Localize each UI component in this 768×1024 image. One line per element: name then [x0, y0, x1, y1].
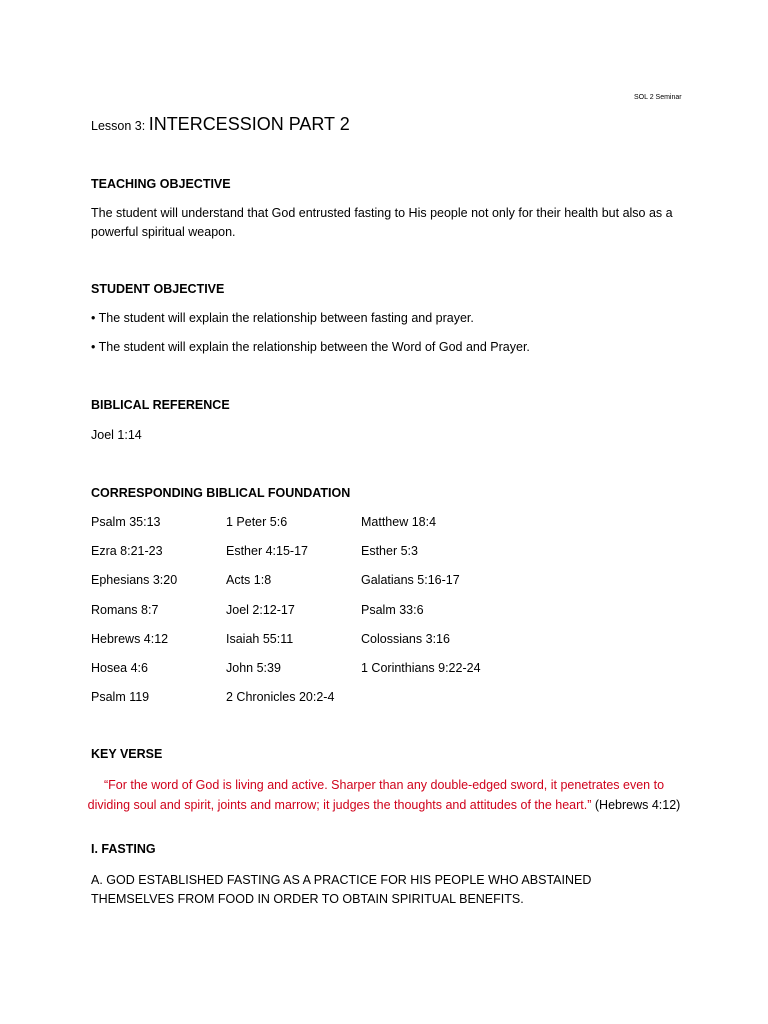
lesson-number: Lesson 3: — [91, 119, 149, 133]
reference-cell: Acts 1:8 — [226, 573, 272, 588]
foundation-heading: CORRESPONDING BIBLICAL FOUNDATION — [91, 486, 351, 500]
key-verse-block — [84, 776, 684, 815]
reference-row — [91, 515, 591, 544]
student-objective-item: • The student will explain the relationship between fasting and prayer. — [91, 311, 474, 325]
reference-cell: 2 Chronicles 20:2-4 — [226, 690, 335, 705]
reference-row — [91, 661, 591, 690]
reference-cell: Galatians 5:16-17 — [361, 573, 460, 588]
reference-cell: 1 Peter 5:6 — [226, 515, 288, 529]
reference-cell: Hosea 4:6 — [91, 660, 148, 675]
lesson-title — [91, 114, 350, 135]
reference-cell: Isaiah 55:11 — [226, 631, 294, 646]
foundation-reference-grid — [91, 515, 591, 719]
biblical-reference-heading: BIBLICAL REFERENCE — [91, 398, 230, 412]
section-one-point-a: A. GOD ESTABLISHED FASTING AS A PRACTICE FOR HIS PEOPLE WHO ABSTAINED THEMSELVES FROM FOOD IN ORDER TO OBTAIN SPIRITUAL BENEFITS. — [91, 873, 592, 906]
teaching-objective-heading: TEACHING OBJECTIVE — [91, 177, 231, 191]
section-one-heading: I. FASTING — [91, 842, 156, 856]
key-verse-heading: KEY VERSE — [91, 747, 163, 761]
header-note: SOL 2 Seminar — [634, 94, 682, 101]
reference-cell: Colossians 3:16 — [361, 631, 450, 646]
reference-cell: Ephesians 3:20 — [91, 573, 178, 588]
reference-row — [91, 603, 591, 632]
reference-row — [91, 632, 591, 661]
student-objective-heading: STUDENT OBJECTIVE — [91, 282, 225, 296]
biblical-reference-text: Joel 1:14 — [91, 428, 142, 442]
reference-cell: John 5:39 — [226, 660, 281, 675]
key-verse-citation: (Hebrews 4:12) — [591, 797, 681, 812]
reference-cell: Esther 5:3 — [361, 544, 418, 559]
reference-row — [91, 544, 591, 573]
reference-cell: Matthew 18:4 — [361, 515, 437, 529]
reference-cell: Hebrews 4:12 — [91, 631, 169, 646]
reference-cell: Romans 8:7 — [91, 602, 159, 617]
reference-cell: 1 Corinthians 9:22-24 — [361, 660, 481, 675]
reference-cell: Psalm 33:6 — [361, 602, 424, 617]
teaching-objective-text: The student will understand that God entrusted fasting to His people not only for their health but also as a powerful spiritual weapon. — [91, 206, 673, 239]
student-objective-item: • The student will explain the relationship between the Word of God and Prayer. — [91, 340, 530, 354]
key-verse-quote: “For the word of God is living and active. Sharper than any double-edged sword, it penetrates even to dividing soul and spirit, joints and marrow; it judges the thoughts and attitudes of the heart.” — [87, 778, 665, 812]
reference-cell: Joel 2:12-17 — [226, 602, 295, 617]
reference-row — [91, 690, 591, 719]
reference-cell: Psalm 119 — [91, 690, 150, 705]
reference-row — [91, 573, 591, 602]
reference-cell: Ezra 8:21-23 — [91, 544, 163, 559]
lesson-title-main: INTERCESSION PART 2 — [148, 114, 350, 134]
reference-cell: Esther 4:15-17 — [226, 544, 308, 559]
reference-cell: Psalm 35:13 — [91, 515, 161, 529]
